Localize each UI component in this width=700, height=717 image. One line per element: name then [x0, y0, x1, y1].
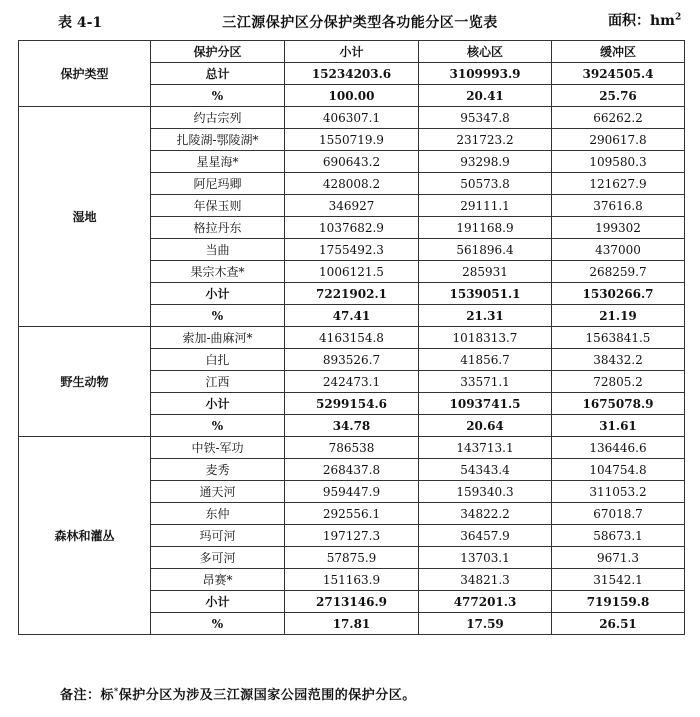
row-name: 年保玉则	[151, 195, 285, 217]
group-label: 湿地	[19, 107, 151, 327]
cell-value: 690643.2	[285, 151, 419, 173]
cell-value: 29111.1	[419, 195, 552, 217]
group-label: 森林和灌丛	[19, 437, 151, 635]
cell-value: 5299154.6	[285, 393, 419, 415]
cell-value: 959447.9	[285, 481, 419, 503]
row-name: 约古宗列	[151, 107, 285, 129]
cell-value: 136446.6	[552, 437, 685, 459]
row-name: 玛可河	[151, 525, 285, 547]
row-name: 小计	[151, 393, 285, 415]
cell-value: 58673.1	[552, 525, 685, 547]
row-name: 东仲	[151, 503, 285, 525]
note-prefix: 备注：标	[60, 688, 115, 703]
cell-value: 3924505.4	[552, 63, 685, 85]
cell-value: 66262.2	[552, 107, 685, 129]
row-name: 阿尼玛卿	[151, 173, 285, 195]
cell-value: 109580.3	[552, 151, 685, 173]
row-name: 总计	[151, 63, 285, 85]
cell-value: 311053.2	[552, 481, 685, 503]
cell-value: 4163154.8	[285, 327, 419, 349]
group-label-protection-type: 保护类型	[19, 41, 151, 107]
column-header: 保护分区	[151, 41, 285, 63]
cell-value: 561896.4	[419, 239, 552, 261]
row-name: %	[151, 305, 285, 327]
cell-value: 477201.3	[419, 591, 552, 613]
cell-value: 197127.3	[285, 525, 419, 547]
cell-value: 151163.9	[285, 569, 419, 591]
row-name: 通天河	[151, 481, 285, 503]
column-header: 缓冲区	[552, 41, 685, 63]
cell-value: 34.78	[285, 415, 419, 437]
cell-value: 290617.8	[552, 129, 685, 151]
cell-value: 268437.8	[285, 459, 419, 481]
cell-value: 31.61	[552, 415, 685, 437]
cell-value: 38432.2	[552, 349, 685, 371]
row-name: 当曲	[151, 239, 285, 261]
cell-value: 57875.9	[285, 547, 419, 569]
cell-value: 26.51	[552, 613, 685, 635]
row-name: 小计	[151, 283, 285, 305]
cell-value: 34821.3	[419, 569, 552, 591]
cell-value: 346927	[285, 195, 419, 217]
cell-value: 1037682.9	[285, 217, 419, 239]
row-name: 中铁-军功	[151, 437, 285, 459]
cell-value: 406307.1	[285, 107, 419, 129]
cell-value: 47.41	[285, 305, 419, 327]
cell-value: 191168.9	[419, 217, 552, 239]
cell-value: 242473.1	[285, 371, 419, 393]
cell-value: 50573.8	[419, 173, 552, 195]
cell-value: 21.31	[419, 305, 552, 327]
table-title: 三江源保护区分保护类型各功能分区一览表	[222, 15, 498, 31]
cell-value: 1550719.9	[285, 129, 419, 151]
note-text: 保护分区为涉及三江源国家公园范围的保护分区。	[118, 688, 416, 703]
cell-value: 159340.3	[419, 481, 552, 503]
cell-value: 72805.2	[552, 371, 685, 393]
cell-value: 428008.2	[285, 173, 419, 195]
cell-value: 268259.7	[552, 261, 685, 283]
cell-value: 20.41	[419, 85, 552, 107]
note-asterisk: *	[114, 685, 119, 696]
header-row	[19, 41, 685, 63]
row-name: 昂赛*	[151, 569, 285, 591]
cell-value: 100.00	[285, 85, 419, 107]
cell-value: 3109993.9	[419, 63, 552, 85]
cell-value: 41856.7	[419, 349, 552, 371]
cell-value: 1675078.9	[552, 393, 685, 415]
row-name: 小计	[151, 591, 285, 613]
cell-value: 1539051.1	[419, 283, 552, 305]
cell-value: 1755492.3	[285, 239, 419, 261]
cell-value: 285931	[419, 261, 552, 283]
row-name: 扎陵湖-鄂陵湖*	[151, 129, 285, 151]
cell-value: 36457.9	[419, 525, 552, 547]
cell-value: 17.59	[419, 613, 552, 635]
cell-value: 121627.9	[552, 173, 685, 195]
row-name: %	[151, 85, 285, 107]
row-name: %	[151, 415, 285, 437]
table-note	[60, 684, 416, 703]
column-header: 核心区	[419, 41, 552, 63]
cell-value: 21.19	[552, 305, 685, 327]
cell-value: 17.81	[285, 613, 419, 635]
cell-value: 786538	[285, 437, 419, 459]
cell-value: 93298.9	[419, 151, 552, 173]
group-label: 野生动物	[19, 327, 151, 437]
cell-value: 95347.8	[419, 107, 552, 129]
cell-value: 292556.1	[285, 503, 419, 525]
cell-value: 54343.4	[419, 459, 552, 481]
cell-value: 719159.8	[552, 591, 685, 613]
cell-value: 15234203.6	[285, 63, 419, 85]
row-name: 果宗木查*	[151, 261, 285, 283]
row-name: 多可河	[151, 547, 285, 569]
cell-value: 104754.8	[552, 459, 685, 481]
cell-value: 1530266.7	[552, 283, 685, 305]
cell-value: 437000	[552, 239, 685, 261]
cell-value: 1006121.5	[285, 261, 419, 283]
zoning-table	[18, 40, 685, 635]
cell-value: 33571.1	[419, 371, 552, 393]
table-row	[19, 437, 685, 459]
table-number: 表 4-1	[58, 15, 103, 31]
cell-value: 7221902.1	[285, 283, 419, 305]
cell-value: 20.64	[419, 415, 552, 437]
cell-value: 31542.1	[552, 569, 685, 591]
row-name: 格拉丹东	[151, 217, 285, 239]
row-name: %	[151, 613, 285, 635]
cell-value: 37616.8	[552, 195, 685, 217]
column-header: 小计	[285, 41, 419, 63]
cell-value: 143713.1	[419, 437, 552, 459]
area-unit-superscript: 2	[675, 12, 682, 23]
table-row	[19, 327, 685, 349]
cell-value: 9671.3	[552, 547, 685, 569]
row-name: 麦秀	[151, 459, 285, 481]
cell-value: 13703.1	[419, 547, 552, 569]
area-unit-text: 面积：hm	[608, 13, 675, 29]
cell-value: 25.76	[552, 85, 685, 107]
table-body	[19, 41, 685, 635]
cell-value: 67018.7	[552, 503, 685, 525]
cell-value: 34822.2	[419, 503, 552, 525]
table-header	[0, 0, 700, 40]
table-row	[19, 107, 685, 129]
cell-value: 231723.2	[419, 129, 552, 151]
cell-value: 199302	[552, 217, 685, 239]
row-name: 江西	[151, 371, 285, 393]
cell-value: 893526.7	[285, 349, 419, 371]
row-name: 星星海*	[151, 151, 285, 173]
cell-value: 2713146.9	[285, 591, 419, 613]
cell-value: 1018313.7	[419, 327, 552, 349]
row-name: 索加-曲麻河*	[151, 327, 285, 349]
cell-value: 1563841.5	[552, 327, 685, 349]
area-unit	[608, 10, 681, 30]
cell-value: 1093741.5	[419, 393, 552, 415]
row-name: 白扎	[151, 349, 285, 371]
